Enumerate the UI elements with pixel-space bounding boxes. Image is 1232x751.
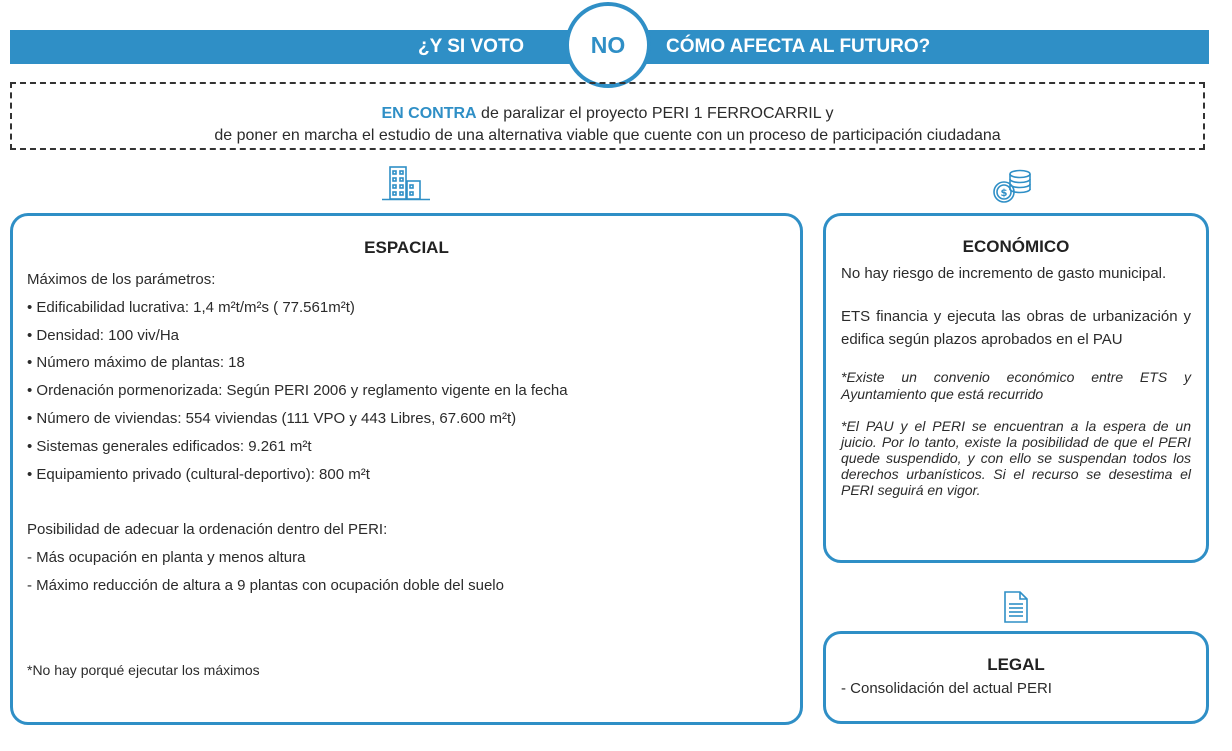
espacial-content (27, 266, 568, 600)
espacial-panel (10, 213, 803, 725)
espacial-line: • Número máximo de plantas: 18 (27, 354, 245, 372)
economico-note: *Existe un convenio económico entre ETS y Ayuntamiento que está recurrido (841, 369, 1191, 402)
espacial-line: - Máximo reducción de altura a 9 plantas con ocupación doble del suelo (27, 576, 504, 594)
espacial-line: Posibilidad de adecuar la ordenación dentro del PERI: (27, 521, 388, 539)
legal-panel (823, 631, 1209, 724)
economico-note: *El PAU y el PERI se encuentran a la espera de un juicio. Por lo tanto, existe la posibilidad de que el PERI quede suspendido, y con ello se suspendan todos los derechos urbanísticos. Si el recurso se desestima el PERI seguirá en vigor. (841, 418, 1191, 498)
statement-highlight: EN CONTRA (381, 105, 477, 122)
banner-subtitle: CÓMO AFECTA AL FUTURO? (666, 36, 931, 57)
coins-money-icon (990, 168, 1034, 204)
espacial-line: Máximos de los parámetros: (27, 271, 216, 288)
espacial-title: ESPACIAL (364, 238, 449, 257)
economico-paragraph: ETS financia y ejecuta las obras de urbanización y edifica según plazos aprobados en el PAU (841, 308, 1191, 348)
legal-title: LEGAL (987, 655, 1045, 674)
statement-line-1 (12, 103, 1203, 125)
espacial-line (27, 488, 568, 516)
economico-panel (823, 213, 1209, 563)
svg-text:$: $ (1000, 188, 1008, 199)
banner-question: ¿Y SI VOTO (418, 36, 524, 57)
vote-no-badge: NO (565, 2, 651, 88)
economico-content (841, 262, 1191, 498)
statement-line-1-rest: de paralizar el proyecto PERI 1 FERROCARRIL y (476, 105, 834, 122)
document-icon (1002, 590, 1030, 624)
espacial-line: • Sistemas generales edificados: 9.261 m²t (27, 437, 312, 455)
espacial-line: - Más ocupación en planta y menos altura (27, 548, 306, 566)
espacial-line: • Edificabilidad lucrativa: 1,4 m²t/m²s ( 77.561m²t) (27, 298, 355, 316)
espacial-line: • Ordenación pormenorizada: Según PERI 2006 y reglamento vigente en la fecha (27, 382, 568, 400)
building-icon (380, 163, 432, 203)
statement-box (10, 82, 1205, 150)
espacial-line: • Densidad: 100 viv/Ha (27, 326, 179, 344)
espacial-line: • Número de viviendas: 554 viviendas (111 VPO y 443 Libres, 67.600 m²t) (27, 409, 517, 427)
economico-title: ECONÓMICO (962, 237, 1070, 256)
legal-text: - Consolidación del actual PERI (841, 680, 1052, 697)
economico-paragraph: No hay riesgo de incremento de gasto municipal. (841, 265, 1167, 282)
espacial-note: *No hay porqué ejecutar los máximos (27, 662, 260, 678)
espacial-line: • Equipamiento privado (cultural-deportivo): 800 m²t (27, 465, 370, 483)
statement-line-2: de poner en marcha el estudio de una alternativa viable que cuente con un proceso de participación ciudadana (214, 127, 1001, 144)
